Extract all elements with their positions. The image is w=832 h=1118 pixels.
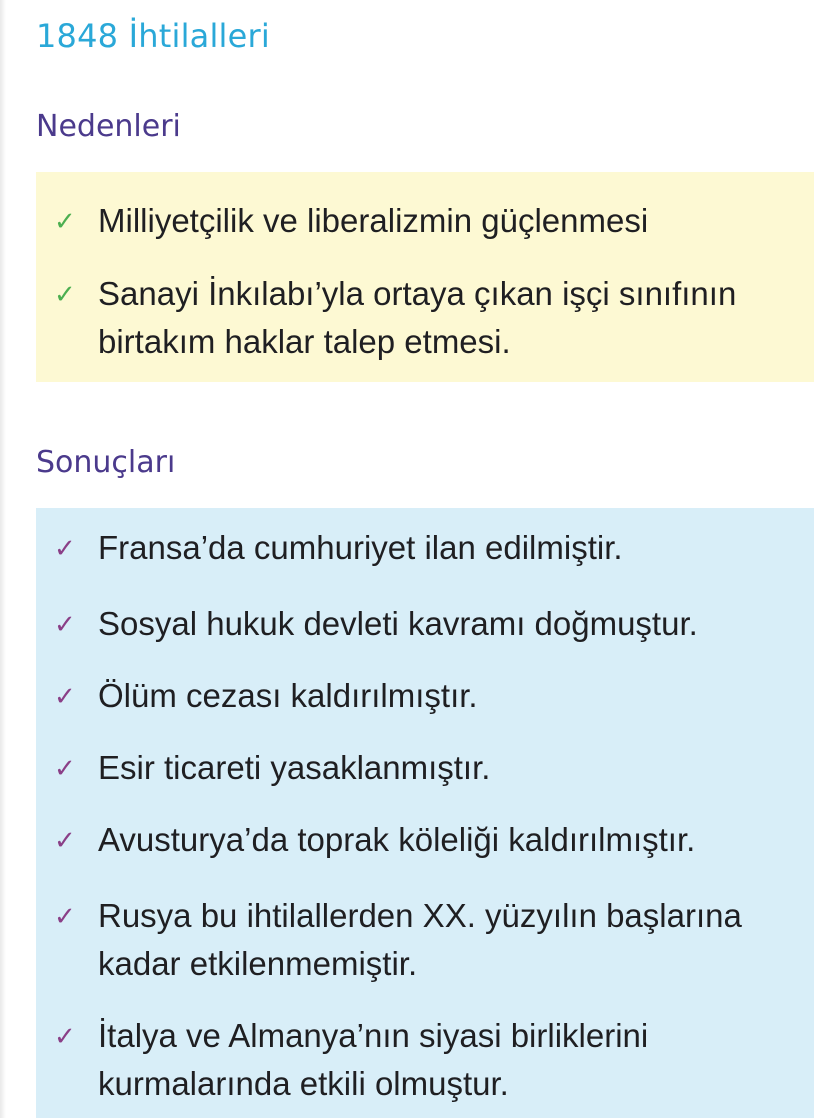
causes-box <box>36 172 814 382</box>
list-item-text: Avusturya’da toprak köleliği kaldırılmıştır. <box>98 821 696 858</box>
results-box <box>36 508 814 1118</box>
list-item <box>46 672 818 720</box>
check-icon: ✓ <box>54 753 76 783</box>
check-icon: ✓ <box>54 533 76 563</box>
list-item <box>46 892 818 988</box>
check-icon: ✓ <box>54 1021 76 1051</box>
check-icon: ✓ <box>54 279 76 309</box>
list-item <box>46 524 818 572</box>
check-icon: ✓ <box>54 206 76 236</box>
page-title: 1848 İhtilalleri <box>36 17 270 55</box>
list-item <box>46 197 648 245</box>
check-icon: ✓ <box>54 681 76 711</box>
check-icon: ✓ <box>54 901 76 931</box>
list-item <box>46 744 818 792</box>
check-icon: ✓ <box>54 825 76 855</box>
causes-heading: Nedenleri <box>36 109 181 144</box>
check-icon: ✓ <box>54 609 76 639</box>
results-heading: Sonuçları <box>36 445 176 480</box>
list-item-text: Esir ticareti yasaklanmıştır. <box>98 749 491 786</box>
list-item-text: Milliyetçilik ve liberalizmin güçlenmesi <box>98 202 649 239</box>
list-item <box>46 600 818 648</box>
list-item <box>46 816 818 864</box>
page-edge <box>0 0 6 1118</box>
list-item <box>46 1012 818 1108</box>
list-item-text: Ölüm cezası kaldırılmıştır. <box>98 677 478 714</box>
list-item-text: İtalya ve Almanya’nın siyasi birliklerini kurmalarında etkili olmuştur. <box>98 1017 649 1102</box>
list-item <box>46 270 818 366</box>
list-item-text: Fransa’da cumhuriyet ilan edilmiştir. <box>98 529 623 566</box>
list-item-text: Sanayi İnkılabı’yla ortaya çıkan işçi sınıfının birtakım haklar talep etmesi. <box>98 275 737 360</box>
list-item-text: Rusya bu ihtilallerden XX. yüzyılın başlarına kadar etkilenmemiştir. <box>98 897 742 982</box>
list-item-text: Sosyal hukuk devleti kavramı doğmuştur. <box>98 605 698 642</box>
